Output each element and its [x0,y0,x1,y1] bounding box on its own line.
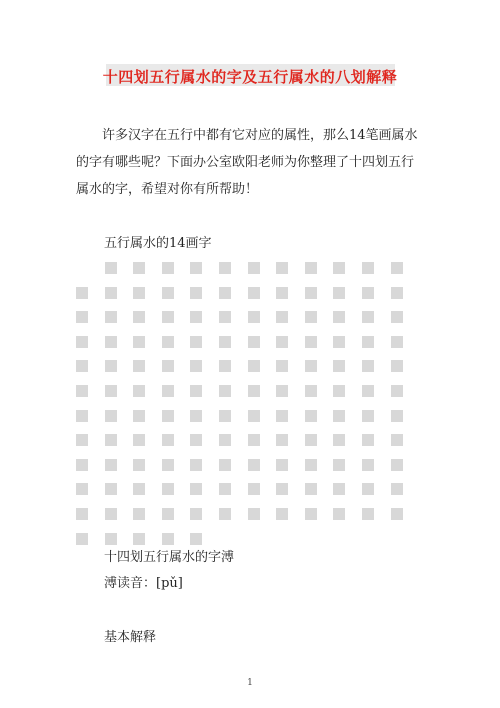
character-cell [362,287,374,299]
character-cell [190,410,202,422]
character-cell [133,459,145,471]
character-cell [105,360,117,372]
character-cell [276,262,288,274]
character-cell [305,287,317,299]
character-cell [76,385,88,397]
character-cell [76,483,88,495]
character-cell [133,287,145,299]
character-cell [76,508,88,520]
character-cell [362,360,374,372]
character-cell [391,287,403,299]
character-cell [276,287,288,299]
character-cell [248,508,260,520]
character-cell [133,434,145,446]
character-cell [190,287,202,299]
character-cell [76,360,88,372]
character-cell [305,459,317,471]
character-cell [219,385,231,397]
character-cell [362,336,374,348]
basic-explanation-heading: 基本解释 [104,630,157,645]
character-cell [276,385,288,397]
character-cell [333,410,345,422]
character-cell [305,410,317,422]
character-cell [305,434,317,446]
character-cell [391,483,403,495]
character-cell [219,287,231,299]
character-cell [248,287,260,299]
character-cell [276,360,288,372]
character-cell [276,336,288,348]
character-cell [190,336,202,348]
character-cell [190,508,202,520]
sub-heading: 十四划五行属水的字溥 [104,550,235,565]
character-cell [105,533,117,545]
character-cell [333,385,345,397]
character-cell [133,483,145,495]
character-cell [105,410,117,422]
character-cell [248,262,260,274]
character-cell [362,459,374,471]
character-cell [362,262,374,274]
character-cell [162,533,174,545]
character-cell [276,410,288,422]
character-cell [333,311,345,323]
character-cell [190,311,202,323]
character-cell [248,311,260,323]
character-cell [162,311,174,323]
character-cell [105,483,117,495]
character-cell [105,262,117,274]
character-cell [219,459,231,471]
character-cell [105,311,117,323]
character-cell [105,508,117,520]
character-cell [76,336,88,348]
character-cell [362,434,374,446]
character-cell [219,434,231,446]
character-cell [219,262,231,274]
character-cell [391,385,403,397]
character-cell [362,385,374,397]
character-cell [105,287,117,299]
character-cell [333,459,345,471]
character-cell [162,385,174,397]
character-cell [333,360,345,372]
character-cell [190,385,202,397]
character-cell [333,434,345,446]
character-cell [362,508,374,520]
character-cell [219,508,231,520]
character-cell [276,311,288,323]
character-cell [162,483,174,495]
character-cell [333,508,345,520]
character-cell [305,483,317,495]
character-cell [248,360,260,372]
character-cell [162,360,174,372]
character-cell [190,262,202,274]
character-cell [333,287,345,299]
character-cell [333,262,345,274]
character-cell [391,311,403,323]
character-cell [391,336,403,348]
character-cell [76,287,88,299]
character-cell [362,483,374,495]
character-cell [219,360,231,372]
character-cell [248,385,260,397]
character-cell [76,533,88,545]
character-cell [219,311,231,323]
character-cell [248,434,260,446]
character-cell [248,483,260,495]
character-cell [362,410,374,422]
character-cell [391,262,403,274]
character-cell [276,508,288,520]
character-cell [391,410,403,422]
character-cell [76,459,88,471]
character-cell [162,434,174,446]
character-cell [105,385,117,397]
character-cell [219,336,231,348]
character-cell [305,360,317,372]
character-cell [276,434,288,446]
character-cell [190,483,202,495]
character-cell [333,336,345,348]
character-cell [133,360,145,372]
character-cell [133,533,145,545]
character-cell [162,287,174,299]
character-cell [248,336,260,348]
character-cell [76,311,88,323]
character-cell [305,385,317,397]
character-cell [333,483,345,495]
character-cell [219,483,231,495]
character-cell [105,336,117,348]
character-cell [133,311,145,323]
character-cell [305,336,317,348]
character-cell [391,360,403,372]
character-cell [276,459,288,471]
character-cell [190,434,202,446]
character-cell [190,360,202,372]
character-cell [391,508,403,520]
character-cell [391,459,403,471]
character-cell [162,508,174,520]
character-cell [133,385,145,397]
character-cell [248,459,260,471]
character-cell [105,459,117,471]
intro-paragraph: 许多汉字在五行中都有它对应的属性，那么14笔画属水的字有哪些呢？下面办公室欧阳老师为你整理了十四划五行属水的字，希望对你有所帮助！ [76,128,418,197]
character-cell [105,434,117,446]
character-cell [362,311,374,323]
character-cell [305,311,317,323]
character-cell [76,434,88,446]
character-cell [305,262,317,274]
character-cell [391,434,403,446]
character-cell [162,410,174,422]
section-heading: 五行属水的14画字 [104,236,212,251]
character-cell [305,508,317,520]
document-title: 十四划五行属水的字及五行属水的八划解释 [102,68,398,86]
character-cell [190,459,202,471]
character-cell [248,410,260,422]
character-cell [133,262,145,274]
character-cell [276,483,288,495]
character-cell [133,410,145,422]
character-cell [162,459,174,471]
pronunciation-line: 溥读音：[pǔ] [104,576,183,591]
page-number: 1 [247,678,253,688]
character-cell [133,508,145,520]
character-cell [162,262,174,274]
character-cell [133,336,145,348]
character-cell [190,533,202,545]
character-cell [219,410,231,422]
character-cell [162,336,174,348]
character-cell [76,410,88,422]
